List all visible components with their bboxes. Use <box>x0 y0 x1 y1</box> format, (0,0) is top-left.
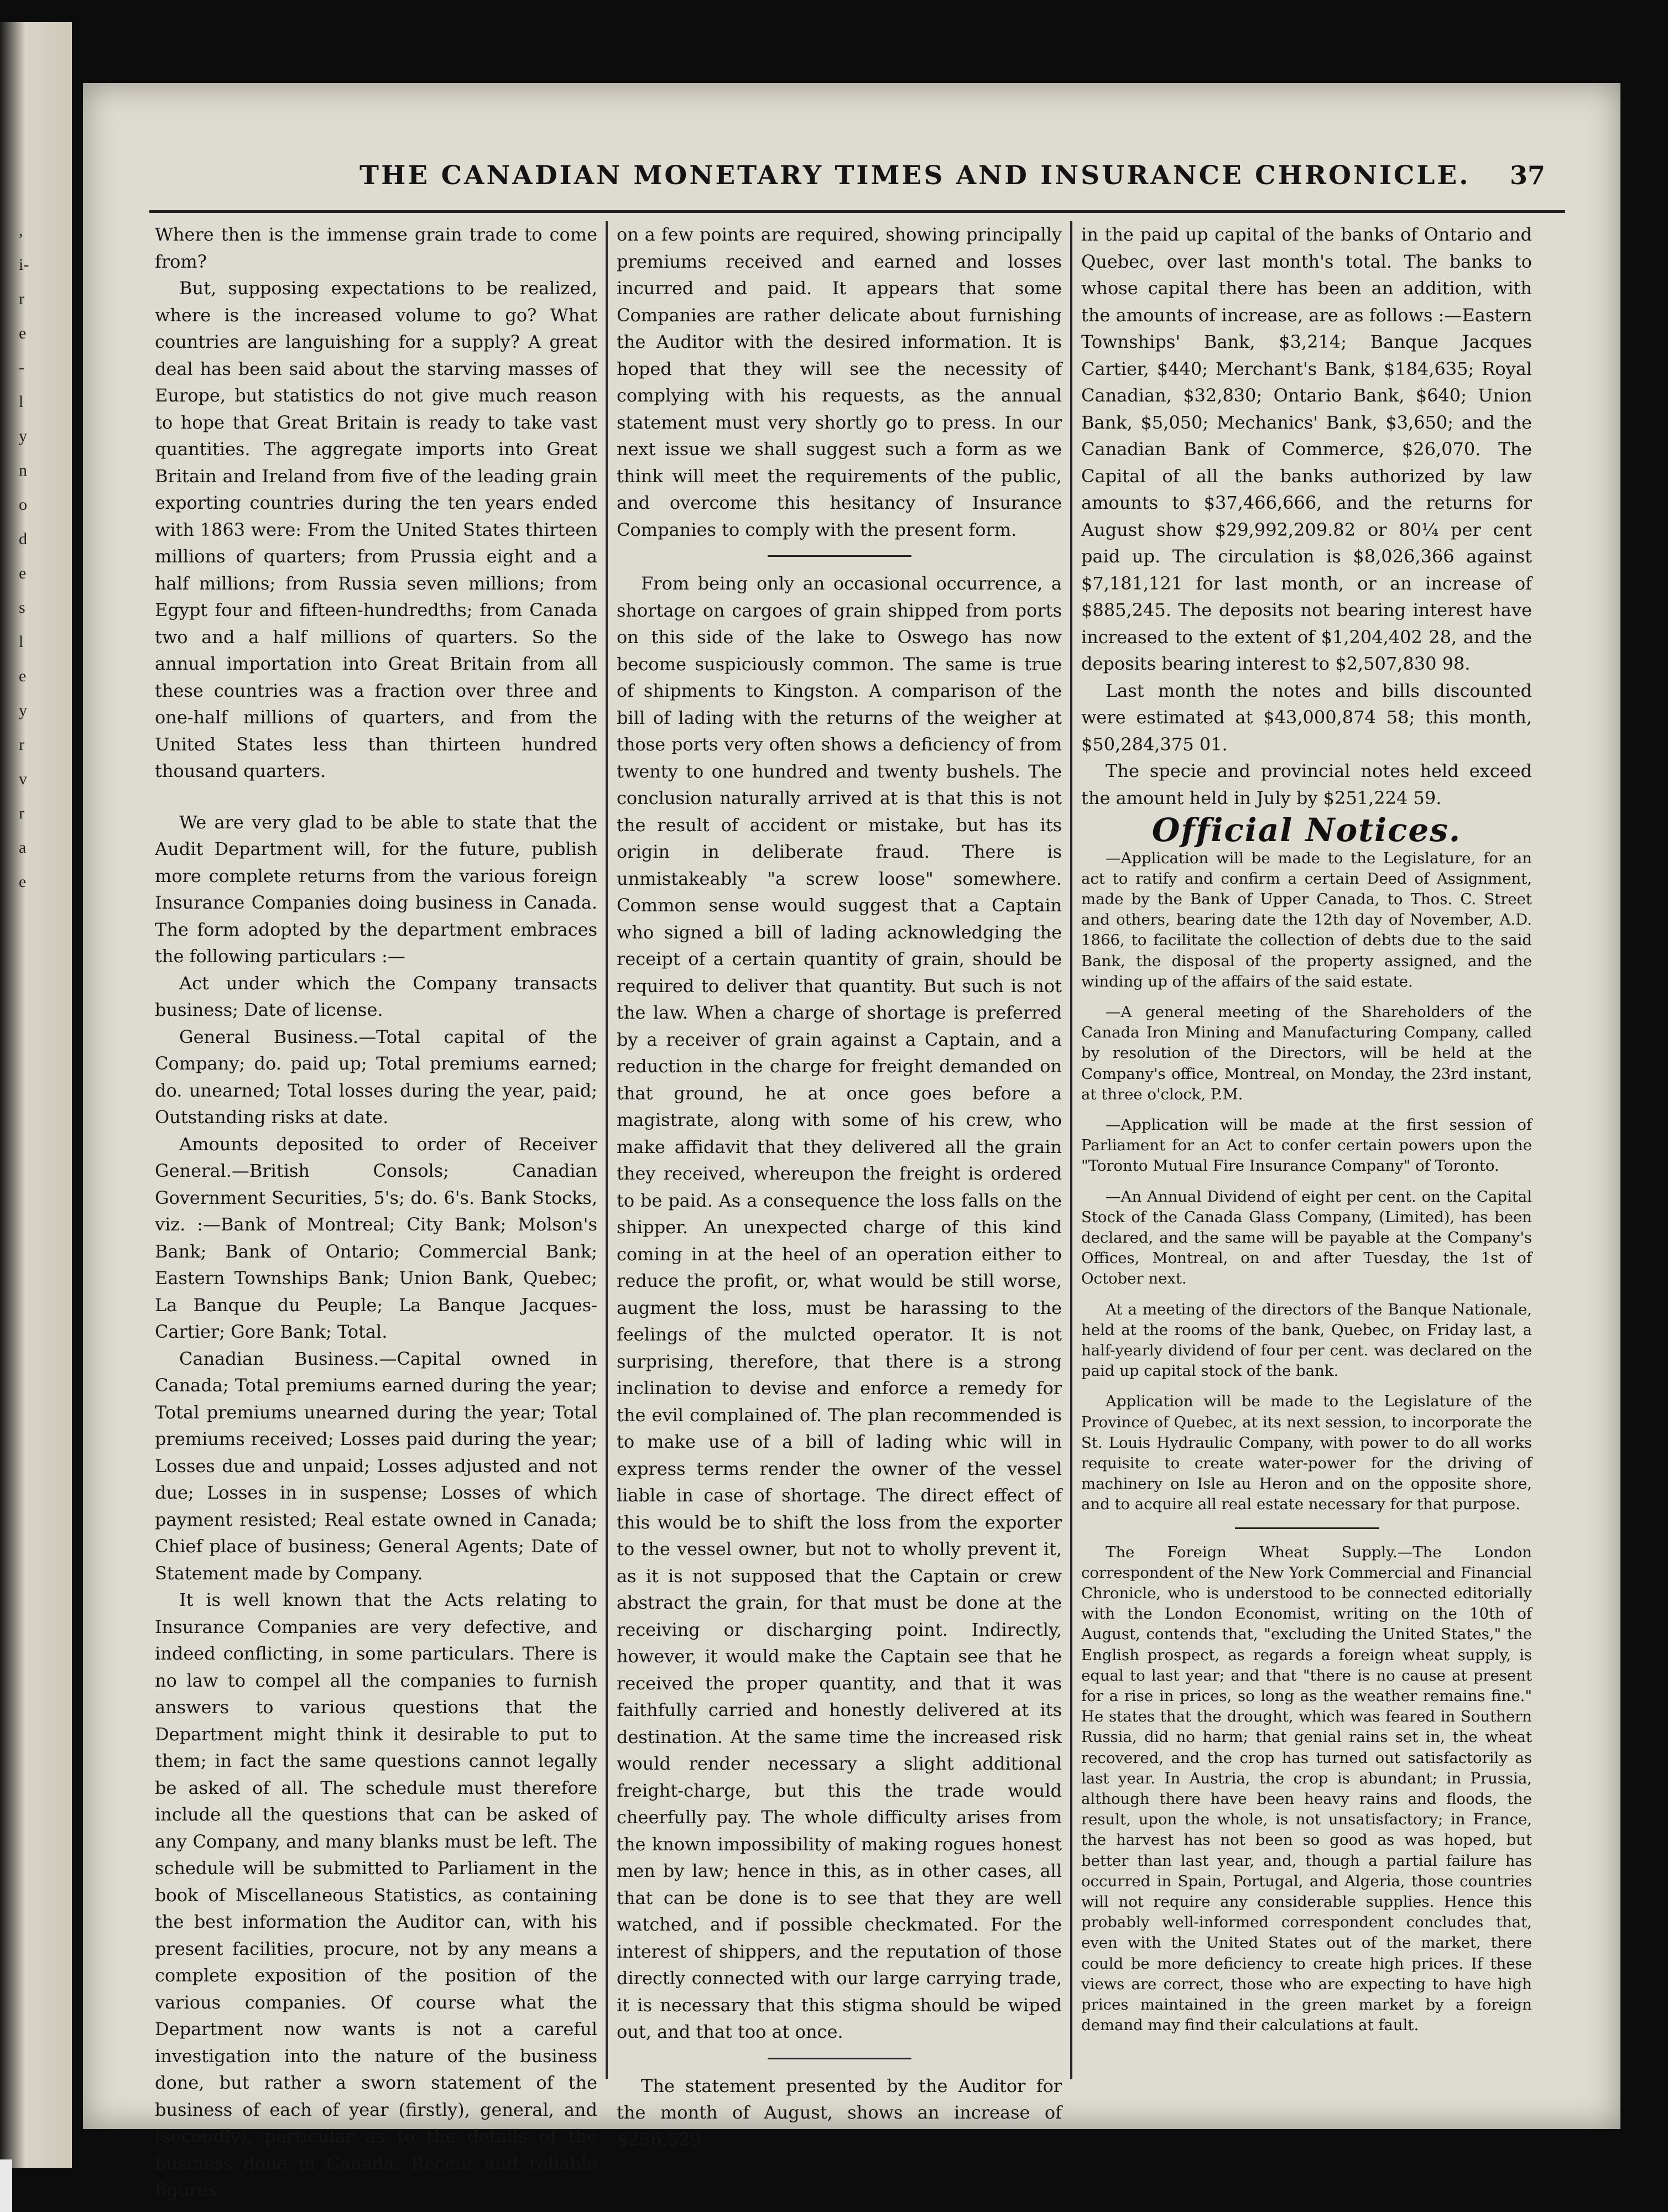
paragraph: Where then is the immense grain trade to come from? <box>155 224 597 272</box>
edge-fragment: y <box>19 427 27 445</box>
notices-heading: Official Notices. <box>1151 811 1462 849</box>
notice: Application will be made to the Legislature of the Province of Quebec, at its next session, to incorporate the St. Louis Hydraulic Company, with power to do all works requisite to create water-power for the driving of machinery on Isle au Heron and on the opposite shore, and to acquire all real estate necessary for that purpose. <box>1081 1392 1532 1514</box>
film-edge-mark <box>0 2159 12 2212</box>
masthead-title: THE CANADIAN MONETARY TIMES AND INSURANCE CHRONICLE. <box>359 160 1471 191</box>
edge-fragment: e <box>19 564 27 582</box>
edge-fragment: s <box>19 598 25 617</box>
adjacent-page-edge <box>0 22 72 2168</box>
paragraph: Amounts deposited to order of Receiver General.—British Consols; Canadian Government Securities, 5's; do. 6's. Bank Stocks, viz. :—Bank of Montreal; City Bank; Molson's Bank; Bank of Ontario; Commercial Bank; Eastern Townships Bank; Union Bank, Quebec; La Banque du Peuple; La Banque Jacques-Cartier; Gore Bank; Total. <box>155 1133 597 1342</box>
header-rule <box>149 210 1565 213</box>
paragraph: The statement presented by the Auditor for the month of August, shows an increase of $256,529 <box>617 2075 1062 2150</box>
notice: —Application will be made to the Legislature, for an act to ratify and confirm a certain Deed of Assignment, made by the Bank of Upper Canada, to Thos. C. Street and others, bearing date the 12th day of November, A.D. 1866, to facilitate the collection of debts due to the said Bank, the disposal of the property assigned, and the winding up of the affairs of the said estate. <box>1081 849 1532 990</box>
notice: —Application will be made at the first session of Parliament for an Act to confer certain powers upon the "Toronto Mutual Fire Insurance Company" of Toronto. <box>1081 1115 1532 1175</box>
column-divider <box>1070 221 1072 2079</box>
edge-fragment: n <box>19 461 27 479</box>
edge-fragment: y <box>19 701 27 719</box>
edge-fragment: e <box>19 873 27 891</box>
notice: —A general meeting of the Shareholders of the Canada Iron Mining and Manufacturing Company, called by resolution of the Directors, will be held at the Company's office, Montreal, on Monday, the 23rd instant, at three o'clock, P.M. <box>1081 1003 1532 1103</box>
edge-fragment: e <box>19 667 27 685</box>
edge-fragment: e <box>19 324 27 342</box>
section-separator <box>768 555 911 557</box>
column-2 <box>617 221 1062 2150</box>
edge-fragment: r <box>19 735 24 754</box>
page-header <box>83 160 1620 205</box>
edge-fragment: o <box>19 495 27 514</box>
paragraph: Canadian Business.—Capital owned in Canada; Total premiums earned during the year; Total premiums unearned during the year; Total premiums received; Losses paid during the year; Losses due and unpaid; Losses adjusted and not due; Losses in in suspense; Losses of which payment resisted; Real estate owned in Canada; Chief place of business; General Agents; Date of Statement made by Company. <box>155 1348 597 1584</box>
paragraph: in the paid up capital of the banks of Ontario and Quebec, over last month's total. The banks to whose capital there has been an addition, with the amounts of increase, are as follows :—Eastern Townships' Bank, $3,214; Banque Jacques Cartier, $440; Merchant's Bank, $184,635; Royal Canadian, $32,830; Ontario Bank, $640; Union Bank, $5,050; Mechanics' Bank, $3,650; and the Canadian Bank of Commerce, $26,070. The Capital of all the banks authorized by law amounts to $37,466,666, and the returns for August show $29,992,209.82 or 80¼ per cent paid up. The circulation is $8,026,366 against $7,181,121 for last month, or an increase of $885,245. The deposits not bearing interest have increased to the extent of $1,204,402 28, and the deposits bearing interest to $2,507,830 98. <box>1081 224 1532 674</box>
column-1 <box>155 221 597 2200</box>
edge-fragment: - <box>19 358 24 377</box>
edge-fragment: r <box>19 804 24 822</box>
page-number: 37 <box>1510 160 1546 190</box>
paragraph: The specie and provincial notes held exceed the amount held in July by $251,224 59. <box>1081 760 1532 808</box>
edge-fragment: l <box>19 393 24 411</box>
edge-fragment: d <box>19 530 27 548</box>
paragraph: on a few points are required, showing principally premiums received and earned and losses incurred and paid. It appears that some Companies are rather delicate about furnishing the Auditor with the desired information. It is hoped that they will see the necessity of complying with his requests, as the annual statement must very shortly go to press. In our next issue we shall suggest such a form as we think will meet the requirements of the public, and overcome this hesitancy of Insurance Companies to comply with the present form. <box>617 224 1062 540</box>
edge-fragment: v <box>19 770 27 788</box>
notice: At a meeting of the directors of the Banque Nationale, held at the rooms of the bank, Quebec, on Friday last, a half-yearly dividend of four per cent. was declared on the paid up capital stock of the bank. <box>1081 1300 1532 1380</box>
newspaper-page <box>83 83 1620 2200</box>
edge-fragment: l <box>19 633 24 651</box>
notice: The Foreign Wheat Supply.—The London correspondent of the New York Commercial and Financial Chronicle, who is understood to be connected editorially with the London Economist, writing on the 10th of August, contends that, "excluding the United States," the English prospect, as regards a foreign wheat supply, is equal to last year; and that "there is no cause at present for a rise in prices, so long as the weather remains fine." He states that the drought, which was feared in Southern Russia, did no harm; that genial rains set in, the wheat recovered, and the crop has turned out satisfactorily as last year. In Austria, the crop is abundant; in Prussia, although there have been heavy rains and floods, the result, upon the whole, is not unsatisfactory; in France, the harvest has not been so good as was hoped, but better than last year, and, though a partial failure has occurred in Spain, Portugal, and Algeria, those countries will not require any considerable supplies. Hence this probably well-informed correspondent concludes that, even with the United States out of the market, there could be more deficiency to create high prices. If these views are correct, those who are expecting to have high prices maintained in the green market by a foreign demand may find their calculations at fault. <box>1081 1543 1532 2034</box>
section-separator <box>1235 1527 1379 1529</box>
edge-fragment: i- <box>19 255 29 274</box>
paragraph: Last month the notes and bills discounted were estimated at $43,000,874 58; this month, $50,284,375 01. <box>1081 680 1532 755</box>
edge-fragment: a <box>19 838 27 857</box>
edge-fragment: , <box>19 221 23 239</box>
notice: —An Annual Dividend of eight per cent. on the Capital Stock of the Canada Glass Company, (Limited), has been declared, and the same will be payable at the Company's Offices, Montreal, on and after Tuesday, the 1st of October next. <box>1081 1187 1532 1288</box>
paragraph: From being only an occasional occurrence, a shortage on cargoes of grain shipped from ports on this side of the lake to Oswego has now become suspiciously common. The same is true of shipments to Kingston. A comparison of the bill of lading with the returns of the weigher at those ports very often shows a deficiency of from twenty to one hundred and twenty bushels. The conclusion naturally arrived at is that this is not the result of accident or mistake, but has its origin in deliberate fraud. There is unmistakeably "a screw loose" somewhere. Common sense would suggest that a Captain who signed a bill of lading acknowledging the receipt of a certain quantity of grain, should be required to deliver that quantity. But such is not the law. When a charge of shortage is preferred by a receiver of grain against a Captain, and a reduction in the charge for freight demanded on that ground, he at once goes before a magistrate, along with some of his crew, who make affidavit that they delivered all the grain they received, whereupon the freight is ordered to be paid. As a consequence the loss falls on the shipper. An unexpected charge of this kind coming in at the heel of an operation either to reduce the profit, or, what would be still worse, augment the loss, must be harassing to the feelings of the mulcted operator. It is not surprising, therefore, that there is a strong inclination to devise and enforce a remedy for the evil complained of. The plan recommended is to make use of a bill of lading whic will in express terms render the owner of the vessel liable in case of shortage. The direct effect of this would be to shift the loss from the exporter to the vessel owner, but not to wholly prevent it, as it is not supposed that the Captain or crew abstract the grain, for that must be done at the receiving or discharging point. Indirectly, however, it would make the Captain see that he received the proper quantity, and that it was faithfully carried and honestly delivered at its destination. At the same time the increased risk would render necessary a slight additional freight-charge, but this the trade would cheerfully pay. The whole difficulty arises from the known impossibility of making rogues honest men by law; hence in this, as in other cases, all that can be done is to see that they are well watched, and if possible checkmated. For the interest of shippers, and the reputation of those directly connected with our large carrying trade, it is necessary that this stigma should be wiped out, and that too at once. <box>617 573 1062 2042</box>
section-separator <box>768 2058 911 2059</box>
paragraph: General Business.—Total capital of the Company; do. paid up; Total premiums earned; do. unearned; Total losses during the year, paid; Outstanding risks at date. <box>155 1026 597 1128</box>
column-3 <box>1081 221 1532 2085</box>
paragraph: It is well known that the Acts relating to Insurance Companies are very defective, and indeed conflicting, in some particulars. There is no law to compel all the companies to furnish answers to various questions that the Department might think it desirable to put to them; in fact the same questions cannot legally be asked of all. The schedule must therefore include all the questions that can be asked of any Company, and many blanks must be left. The schedule will be submitted to Parliament in the book of Miscellaneous Statistics, as containing the best information the Auditor can, with his present facilities, procure, not by any means a complete exposition of the position of the various companies. Of course what the Department now wants is not a careful investigation into the nature of the business done, but rather a sworn statement of the business of each of year (firstly), general, and (secondly), particular as to the details of the business done in Canada. Recent and reliable figures <box>155 1589 597 2200</box>
edge-fragment: r <box>19 290 24 308</box>
column-divider <box>606 221 608 2079</box>
paragraph: Act under which the Company transacts business; Date of license. <box>155 972 597 1020</box>
paragraph: We are very glad to be able to state that the Audit Department will, for the future, publish more complete returns from the various foreign Insurance Companies doing business in Canada. The form adopted by the department embraces the following particulars :— <box>155 811 597 967</box>
paragraph: But, supposing expectations to be realized, where is the increased volume to go? What countries are languishing for a supply? A great deal has been said about the starving masses of Europe, but statistics do not give much reason to hope that Great Britain is ready to take vast quantities. The aggregate imports into Great Britain and Ireland from five of the leading grain exporting countries during the ten years ended with 1863 were: From the United States thirteen millions of quarters; from Prussia eight and a half millions; from Russia seven millions; from Egypt four and fifteen-hundredths; from Canada two and a half millions of quarters. So the annual importation into Great Britain from all these countries was a fraction over three and one-half millions of quarters, and from the United States less than thirteen hundred thousand quarters. <box>155 278 597 781</box>
